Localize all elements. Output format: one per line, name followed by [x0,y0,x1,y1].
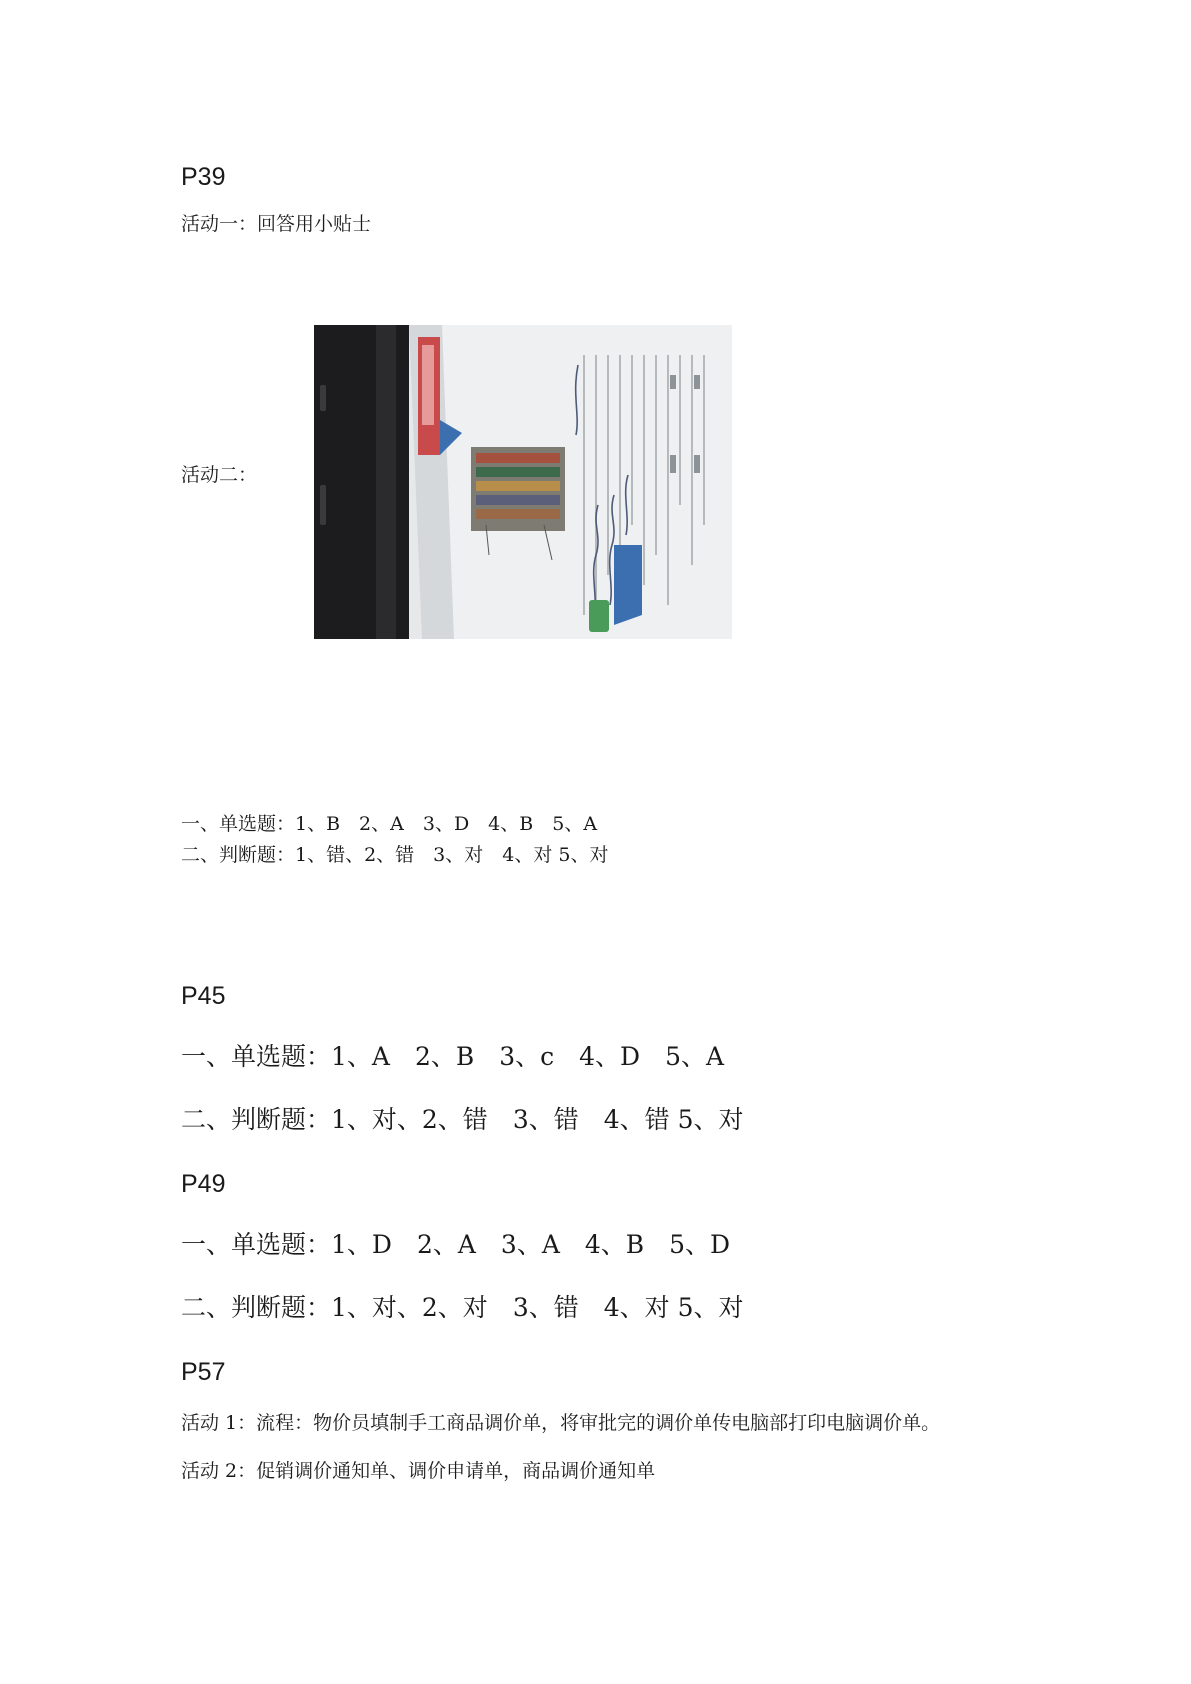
p39-true-false: 二、判断题：1、错、2、错 3、对 4、对 5、对 [181,844,609,866]
p39-single-choice: 一、单选题：1、B 2、A 3、D 4、B 5、A [181,813,598,835]
section-heading-p49: P49 [181,1170,226,1198]
p45-single-choice: 一、单选题：1、A 2、B 3、c 4、D 5、A [181,1042,725,1071]
section-heading-p45: P45 [181,982,226,1010]
textbook-photo-drawing [314,325,732,639]
textbook-photo [314,325,732,639]
p49-true-false: 二、判断题：1、对、2、对 3、错 4、对 5、对 [181,1293,744,1322]
p49-single-choice: 一、单选题：1、D 2、A 3、A 4、B 5、D [181,1230,731,1259]
p39-activity-2: 活动二： [181,464,258,486]
p57-activity-1: 活动 1：流程：物价员填制手工商品调价单，将审批完的调价单传电脑部打印电脑调价单。 [181,1412,941,1434]
section-heading-p39: P39 [181,163,226,191]
p39-activity-1: 活动一：回答用小贴士 [181,213,372,235]
p45-true-false: 二、判断题：1、对、2、错 3、错 4、错 5、对 [181,1105,744,1134]
section-heading-p57: P57 [181,1358,226,1386]
p57-activity-2: 活动 2：促销调价通知单、调价申请单，商品调价通知单 [181,1460,656,1482]
